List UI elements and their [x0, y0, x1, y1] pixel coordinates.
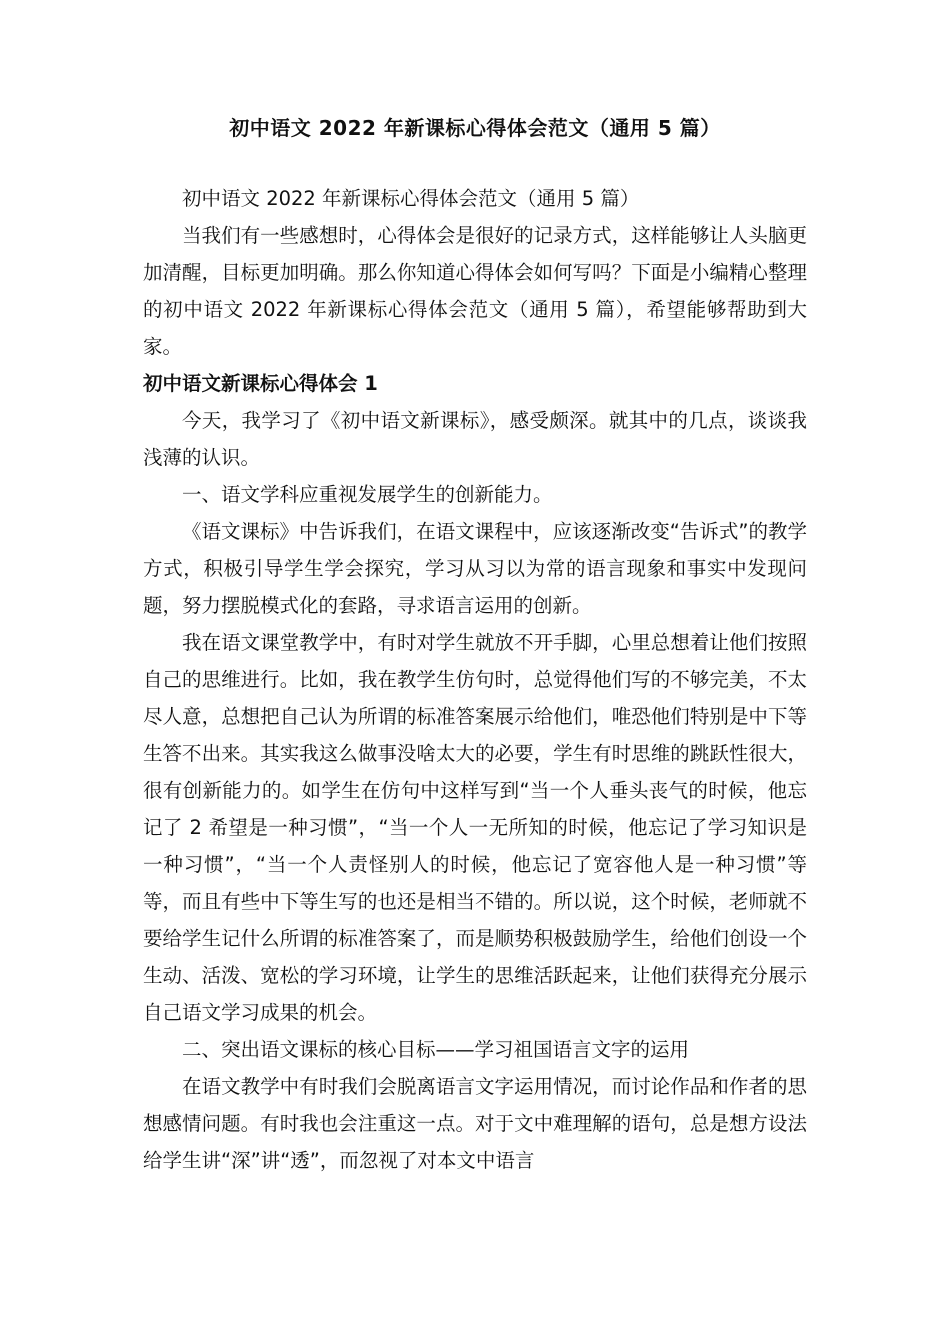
body-paragraph: 今天，我学习了《初中语文新课标》，感受颇深。就其中的几点，谈谈我浅薄的认识。 [143, 409, 807, 469]
subtitle-paragraph: 初中语文 2022 年新课标心得体会范文（通用 5 篇） [182, 187, 640, 210]
section-heading: 初中语文新课标心得体会 1 [143, 372, 378, 395]
point-heading-2: 二、突出语文课标的核心目标——学习祖国语言文字的运用 [182, 1038, 690, 1061]
body-paragraph: 《语文课标》中告诉我们，在语文课程中，应该逐渐改变“告诉式”的教学方式，积极引导学生学会探究，学习从习以为常的语言现象和事实中发现问题，努力摆脱模式化的套路，寻求语言运用的创新。 [143, 520, 807, 617]
body-paragraph: 我在语文课堂教学中，有时对学生就放不开手脚，心里总想着让他们按照自己的思维进行。比如，我在教学生仿句时，总觉得他们写的不够完美，不太尽人意，总想把自己认为所谓的标准答案展示给他们，唯恐他们特别是中下等生答不出来。其实我这么做事没啥太大的必要，学生有时思维的跳跃性很大，很有创新能力的。如学生在仿句中这样写到“当一个人垂头丧气的时候，他忘记了 2 希望是一种习惯”，“当一个人一无所知的时候，他忘记了学习知识是一种习惯”，“当一个人责怪别人的时候，他忘记了宽容他人是一种习惯”等等，而且有些中下等生写的也还是相当不错的。所以说，这个时候，老师就不要给学生记什么所谓的标准答案了，而是顺势积极鼓励学生，给他们创设一个生动、活泼、宽松的学习环境，让学生的思维活跃起来，让他们获得充分展示自己语文学习成果的机会。 [143, 631, 807, 1024]
point-heading-1: 一、语文学科应重视发展学生的创新能力。 [182, 483, 553, 506]
body-paragraph: 在语文教学中有时我们会脱离语言文字运用情况，而讨论作品和作者的思想感情问题。有时我也会注重这一点。对于文中难理解的语句，总是想方设法给学生讲“深”讲“透”，而忽视了对本文中语言 [143, 1075, 807, 1172]
intro-paragraph: 当我们有一些感想时，心得体会是很好的记录方式，这样能够让人头脑更加清醒，目标更加明确。那么你知道心得体会如何写吗？下面是小编精心整理的初中语文 2022 年新课标心得体会范文（通用 5 篇），希望能够帮助到大家。 [143, 224, 807, 358]
document-page [143, 108, 807, 1179]
document-title: 初中语文 2022 年新课标心得体会范文（通用 5 篇） [229, 116, 721, 140]
